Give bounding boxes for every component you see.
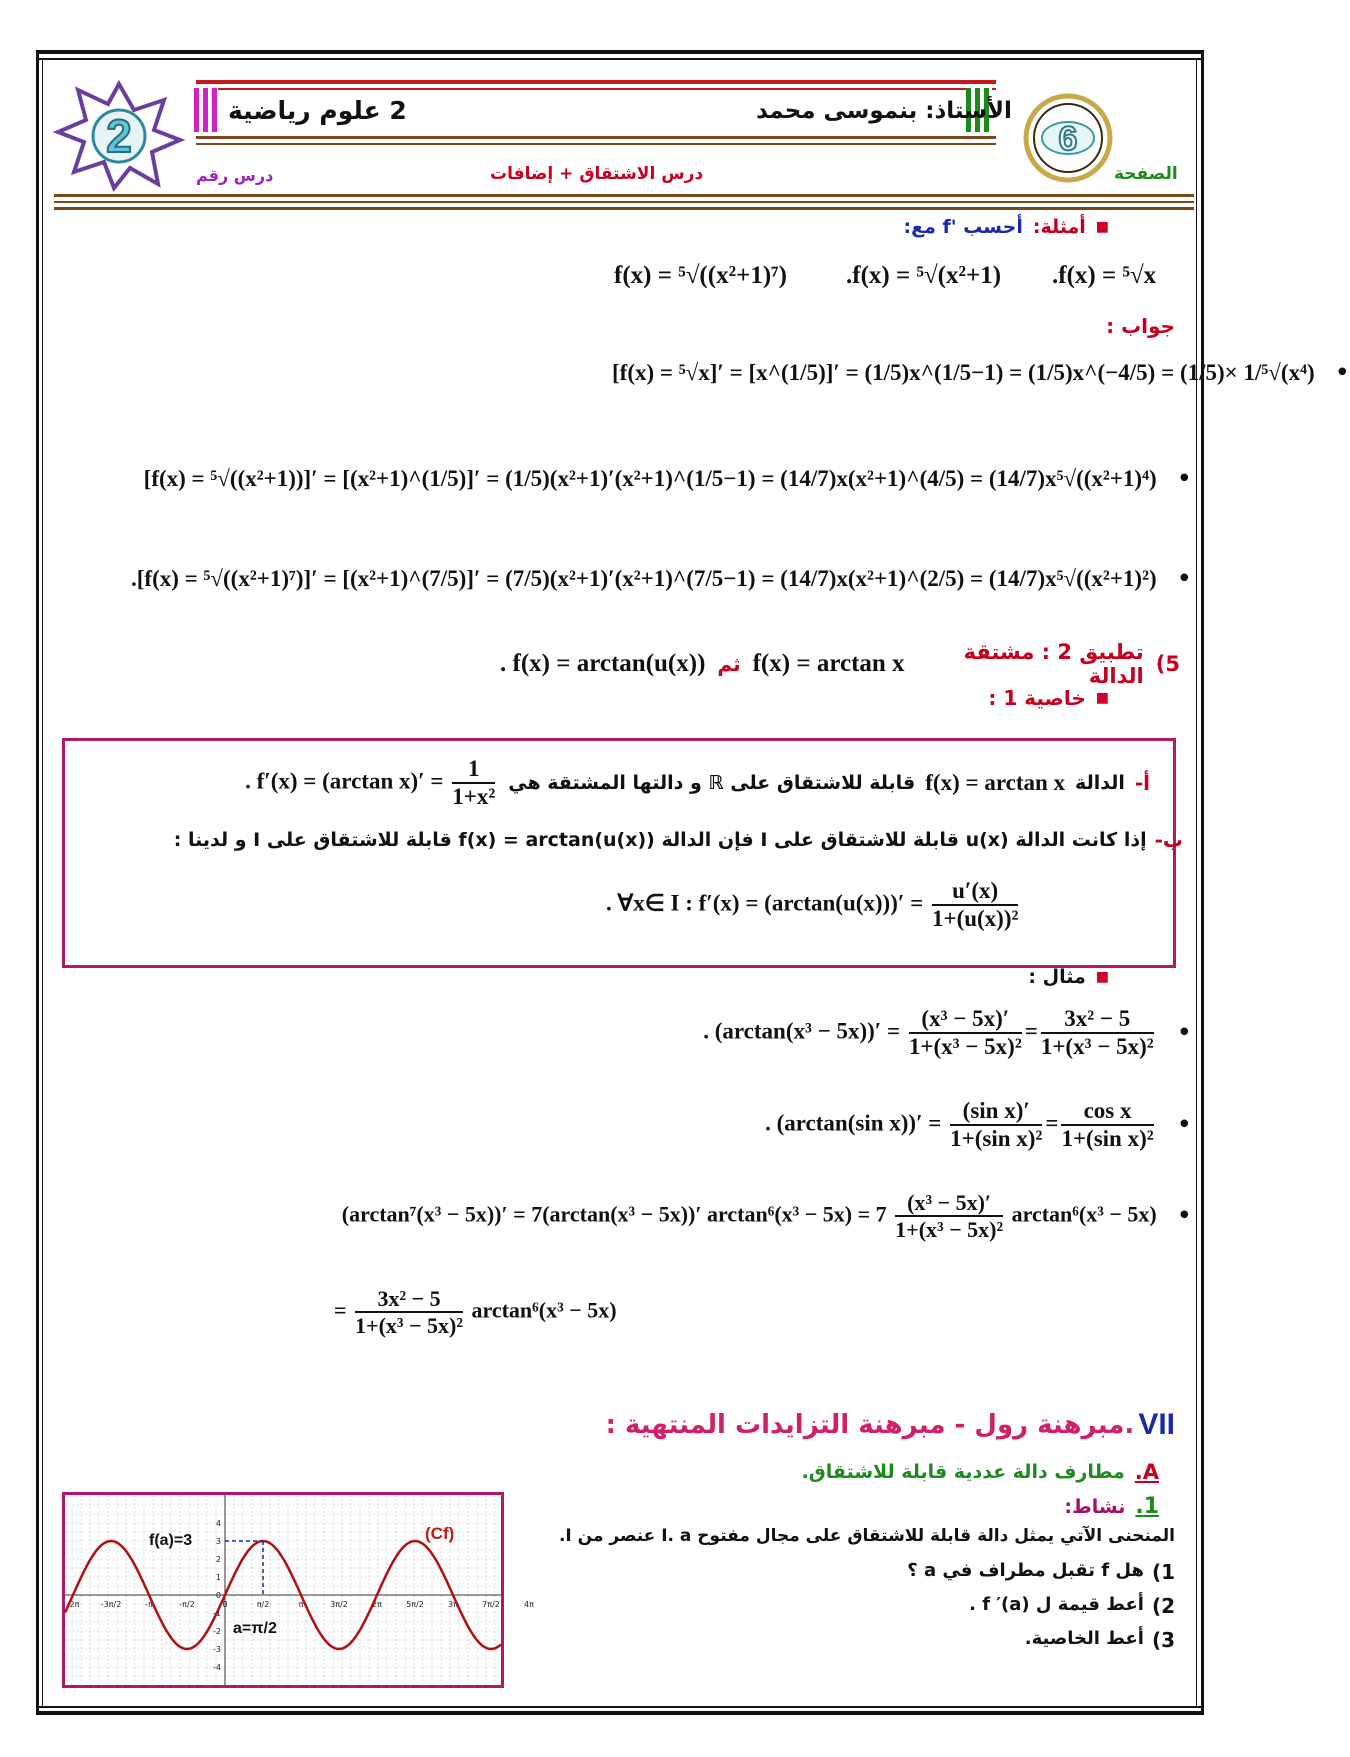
fraction-numerator: 3x² − 5 bbox=[1041, 1006, 1154, 1034]
x-tick-label: -π/2 bbox=[179, 1600, 195, 1609]
q1-text: هل f تقبل مطراف في a ؟ bbox=[907, 1560, 1144, 1581]
property-b-fraction bbox=[932, 878, 1018, 933]
section7-activity-row bbox=[1064, 1494, 1159, 1519]
fraction-numerator: (x³ − 5x)′ bbox=[895, 1190, 1003, 1217]
answer-line-3: .[f(x) = ⁵√((x²+1)⁷)]′ = [(x²+1)^(7/5)]′ = (7/5)(x²+1)′(x²+1)^(7/5−1) = (14/7)x(x²+1)^(2/5) = (14/7)x⁵√((x²+1)²) bbox=[131, 566, 1157, 591]
x-tick-label: -π bbox=[145, 1600, 153, 1609]
bullet-dot-icon: • bbox=[1176, 1110, 1192, 1141]
q3-number: 3) bbox=[1151, 1628, 1175, 1652]
x-tick-label: π bbox=[298, 1600, 304, 1609]
section5-fb: . f(x) = arctan(u(x)) bbox=[500, 650, 706, 677]
property-a-fx: f(x) = arctan x bbox=[925, 770, 1066, 796]
answer-line-3-row bbox=[131, 564, 1192, 594]
examples-instruction: أحسب 'f مع: bbox=[903, 216, 1023, 238]
fa-label: f(a)=3 bbox=[149, 1532, 193, 1549]
section7-a-row bbox=[802, 1460, 1159, 1484]
section7-roman: VII bbox=[1138, 1408, 1175, 1441]
page-frame-right-2 bbox=[1196, 58, 1197, 1708]
q3-text: أعط الخاصية. bbox=[1024, 1628, 1144, 1649]
section5-title: تطبيق 2 : مشتقة الدالة bbox=[963, 640, 1144, 688]
section7-heading bbox=[606, 1408, 1175, 1442]
y-tick-label: 0 bbox=[215, 1591, 221, 1600]
logo-star-icon bbox=[54, 80, 184, 190]
example-f1: f(x) = ⁵√((x²+1)⁷) bbox=[614, 262, 787, 289]
e2-fraction-2 bbox=[1061, 1098, 1153, 1153]
e3-tail: arctan⁶(x³ − 5x) bbox=[1011, 1201, 1157, 1227]
page-frame-top-line bbox=[36, 50, 1204, 54]
property-a-row bbox=[220, 756, 1150, 811]
page-frame-left bbox=[36, 50, 39, 1715]
fraction-denominator: 1+(x³ − 5x)² bbox=[895, 1217, 1004, 1243]
bullet-dot-icon: • bbox=[1176, 564, 1192, 594]
class-label: 2 علوم رياضية bbox=[228, 96, 407, 125]
bullet-icon: ■ bbox=[1095, 219, 1109, 235]
property-b-label: ب- bbox=[1154, 828, 1183, 852]
page-label: الصفحة bbox=[1114, 164, 1178, 184]
fraction-denominator: 1+(sin x)² bbox=[950, 1126, 1043, 1152]
header-divider-3 bbox=[54, 207, 1194, 210]
e2-lhs: . (arctan(sin x))′ = bbox=[765, 1110, 942, 1136]
x-tick-label: -3π/2 bbox=[100, 1600, 122, 1609]
e3-lhs: (arctan⁷(x³ − 5x))′ = 7(arctan(x³ − 5x))′ arctan⁶(x³ − 5x) = 7 bbox=[341, 1201, 887, 1227]
lesson-title: درس الاشتقاق + إضافات bbox=[490, 164, 704, 184]
e4-eq: = bbox=[334, 1297, 347, 1323]
page-number: 6 bbox=[1058, 120, 1078, 158]
page-frame-top-line-2 bbox=[36, 58, 1204, 60]
page-number-badge bbox=[1022, 92, 1114, 184]
e1-fraction-1 bbox=[909, 1006, 1022, 1061]
property-b-row bbox=[174, 828, 1183, 852]
answer-label: جواب : bbox=[1106, 314, 1175, 338]
x-tick-label: π/2 bbox=[256, 1600, 270, 1609]
bullet-dot-icon: • bbox=[1334, 358, 1350, 388]
section7-intro: المنحنى الآتي يمثل دالة قابلة للاشتقاق على مجال مفتوح I. a عنصر من I. bbox=[558, 1526, 1175, 1546]
section7-a-label: A. bbox=[1134, 1460, 1159, 1484]
header-bar-bottom-brown bbox=[196, 136, 996, 139]
page-frame-bottom-line bbox=[36, 1706, 1204, 1708]
fraction-numerator: (x³ − 5x)′ bbox=[909, 1006, 1022, 1034]
answer-line-1: [f(x) = ⁵√x]′ = [x^(1/5)]′ = (1/5)x^(1/5−1) = (1/5)x^(−4/5) = (1/5)× 1/⁵√(x⁴) bbox=[612, 360, 1315, 385]
page-frame-bottom-line-2 bbox=[36, 1711, 1204, 1715]
q3-row bbox=[1025, 1628, 1175, 1652]
examples-title: أمثلة: bbox=[1032, 216, 1086, 238]
y-tick-label: -1 bbox=[213, 1609, 221, 1618]
x-tick-label: 5π/2 bbox=[406, 1600, 424, 1609]
y-tick-label: 1 bbox=[215, 1573, 221, 1582]
examples-heading bbox=[904, 216, 1110, 238]
section5-then: ثم bbox=[717, 652, 741, 676]
header-left-purple-bars bbox=[194, 88, 218, 132]
q2-text: أعط قيمة ل f ′(a) . bbox=[969, 1594, 1144, 1615]
example2-line-3 bbox=[110, 1190, 1192, 1243]
example-f2: .f(x) = ⁵√(x²+1) bbox=[846, 262, 1002, 289]
property-title: خاصية 1 : bbox=[988, 686, 1086, 710]
y-tick-label: 4 bbox=[215, 1519, 221, 1528]
q1-number: 1) bbox=[1151, 1560, 1175, 1584]
y-tick-label: -4 bbox=[213, 1663, 221, 1672]
fraction-denominator: 1+(sin x)² bbox=[1061, 1126, 1154, 1152]
example2-heading bbox=[1028, 966, 1109, 988]
bullet-dot-icon: • bbox=[1176, 464, 1192, 494]
property-a-formula: . f′(x) = (arctan x)′ = bbox=[245, 768, 444, 794]
fraction-numerator: 3x² − 5 bbox=[355, 1286, 463, 1313]
q2-row bbox=[969, 1594, 1175, 1618]
property-a-fraction bbox=[452, 756, 495, 811]
e4-tail: arctan⁶(x³ − 5x) bbox=[471, 1297, 617, 1323]
property-b-formula-row bbox=[606, 878, 1021, 933]
y-tick-label: -3 bbox=[213, 1645, 221, 1654]
section7-activity: نشاط: bbox=[1064, 1495, 1126, 1518]
teacher-name: الأستاذ: بنموسى محمد bbox=[756, 98, 1012, 124]
fraction-denominator: 1+(u(x))² bbox=[931, 906, 1019, 932]
example2-line-4 bbox=[334, 1286, 617, 1339]
a-label: a=π/2 bbox=[233, 1620, 277, 1637]
property-a-derivative bbox=[245, 756, 498, 811]
e4-fraction bbox=[355, 1286, 463, 1339]
property-b-formula: . ∀x∈ I : f′(x) = (arctan(u(x)))′ = bbox=[606, 890, 924, 916]
header-divider-1 bbox=[54, 194, 1194, 197]
sine-graph bbox=[65, 1495, 534, 1685]
q2-number: 2) bbox=[1151, 1594, 1175, 1618]
logo-number: 2 bbox=[106, 110, 132, 162]
y-tick-label: 3 bbox=[215, 1537, 221, 1546]
fraction-numerator: (sin x)′ bbox=[950, 1098, 1042, 1126]
bullet-dot-icon: • bbox=[1176, 1201, 1192, 1232]
fraction-numerator: u′(x) bbox=[932, 878, 1018, 906]
y-tick-label: 2 bbox=[215, 1555, 221, 1564]
section5-fa: f(x) = arctan x bbox=[752, 650, 905, 677]
x-tick-label: 2π bbox=[372, 1600, 382, 1609]
fraction-numerator: cos x bbox=[1061, 1098, 1153, 1126]
page-frame-left-2 bbox=[42, 58, 43, 1708]
bullet-dot-icon: • bbox=[1176, 1018, 1192, 1049]
x-tick-label: 0 bbox=[222, 1600, 228, 1609]
e1-lhs: . (arctan(x³ − 5x))′ = bbox=[703, 1018, 901, 1044]
section7-one-label: 1. bbox=[1135, 1494, 1159, 1519]
header-bar-top-red-2 bbox=[196, 88, 996, 90]
example2-title: مثال : bbox=[1028, 966, 1086, 988]
section7-title: .مبرهنة رول - مبرهنة التزايدات المنتهية : bbox=[605, 1410, 1135, 1440]
lesson-number-label: درس رقم bbox=[196, 166, 274, 185]
x-tick-label: 4π bbox=[524, 1600, 534, 1609]
x-tick-label: -2π bbox=[66, 1600, 80, 1609]
graph-frame bbox=[62, 1492, 534, 1688]
fraction-denominator: 1+(x³ − 5x)² bbox=[355, 1313, 463, 1339]
property-a-label: أ- bbox=[1134, 771, 1150, 796]
section5-row bbox=[500, 640, 1180, 688]
example-f3: .f(x) = ⁵√x bbox=[1052, 262, 1157, 289]
header-bar-top-red bbox=[196, 80, 996, 84]
q1-row bbox=[907, 1560, 1175, 1584]
fraction-numerator: 1 bbox=[452, 756, 495, 784]
example2-line-2: . (arctan(sin x))′ = $\frac{\text{(sin x)′}}{\text{1+(sin x)²}}$ = $\frac{\text{cos x}}{\text{1+(sin x)²}}$ • bbox=[765, 1098, 1192, 1152]
property-a-text2: قابلة للاشتقاق على ℝ و دالتها المشتقة هي bbox=[508, 772, 916, 795]
answer-line-2-row bbox=[143, 464, 1192, 494]
page-frame-right bbox=[1201, 50, 1204, 1715]
fraction-denominator: 1+x² bbox=[452, 784, 496, 810]
property-a-text: الدالة bbox=[1075, 772, 1125, 795]
e2-fraction-1 bbox=[950, 1098, 1042, 1153]
y-tick-label: -2 bbox=[213, 1627, 221, 1636]
section5-number: 5) bbox=[1155, 652, 1180, 676]
x-tick-label: 7π/2 bbox=[482, 1600, 500, 1609]
section7-a-title: مطارف دالة عددية قابلة للاشتقاق. bbox=[801, 1461, 1125, 1483]
x-tick-label: 3π/2 bbox=[330, 1600, 348, 1609]
e3-fraction bbox=[895, 1190, 1003, 1243]
answer-line-2: [f(x) = ⁵√((x²+1))]′ = [(x²+1)^(1/5)]′ = (1/5)(x²+1)′(x²+1)^(1/5−1) = (14/7)x(x²+1)^(4/5) = (14/7)x⁵√((x²+1)⁴) bbox=[143, 466, 1157, 491]
bullet-icon: ■ bbox=[1095, 690, 1109, 706]
e1-fraction-2 bbox=[1041, 1006, 1154, 1061]
example2-line-1: . (arctan(x³ − 5x))′ = $\frac{\text{(x³ − 5x)′}}{\text{1+(x³ − 5x)²}}$ = $\frac{\text{3x² − 5}}{\text{1+(x³ − 5x)²}}$ • bbox=[703, 1006, 1192, 1060]
header-divider-2 bbox=[54, 201, 1194, 203]
curve-label: (Cf) bbox=[425, 1524, 455, 1543]
x-tick-label: 3π bbox=[448, 1600, 458, 1609]
answer-line-1-row bbox=[612, 358, 1350, 388]
bullet-icon: ■ bbox=[1095, 969, 1109, 985]
fraction-denominator: 1+(x³ − 5x)² bbox=[908, 1034, 1022, 1060]
property-b-text: إذا كانت الدالة u(x) قابلة للاشتقاق على I فإن الدالة f(x) = arctan(u(x)) قابلة للاشتقاق على I و لدينا : bbox=[173, 829, 1147, 851]
header-bar-bottom-brown-2 bbox=[196, 143, 996, 145]
fraction-denominator: 1+(x³ − 5x)² bbox=[1040, 1034, 1154, 1060]
property-heading bbox=[988, 686, 1109, 710]
